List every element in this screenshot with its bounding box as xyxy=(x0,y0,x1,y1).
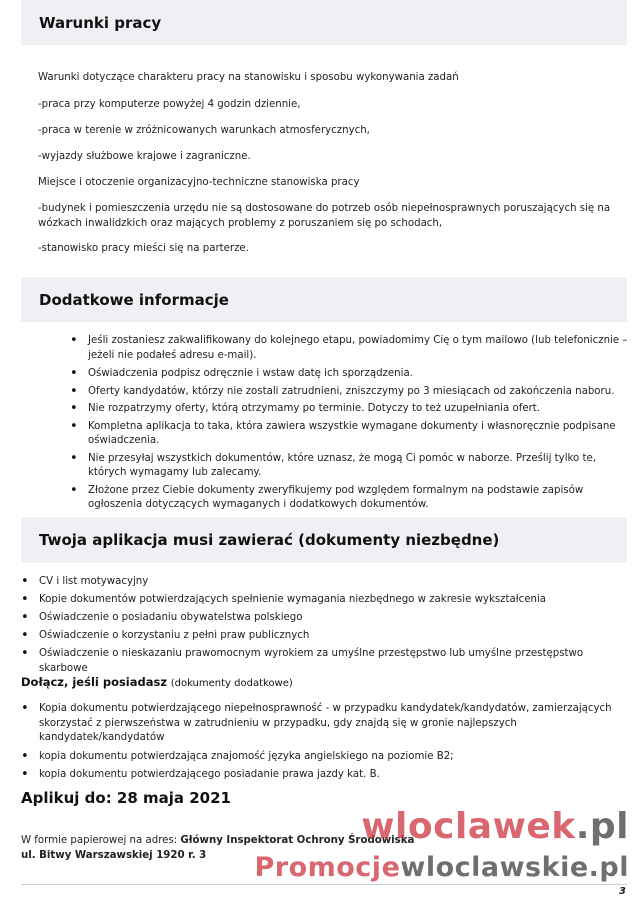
list-item: • Oświadczenie o korzystaniu z pełni praw publicznych xyxy=(21,629,627,644)
list-item: • Kopia dokumentu potwierdzającego niepełnosprawność - w przypadku kandydatek/kandydatów, zamierzających skorzystać z pierwszeństwa w zatrudnieniu w przypadku, gdy znajdą się w gronie najlepszych kandydatek/kandydatów xyxy=(21,702,627,746)
paragraph: -praca przy komputerze powyżej 4 godzin dziennie, xyxy=(38,99,301,110)
section-header-conditions xyxy=(21,0,627,45)
list-item: • CV i list motywacyjny xyxy=(21,575,627,590)
section-title-conditions: Warunki pracy xyxy=(39,13,162,32)
optional-docs-heading xyxy=(21,675,293,689)
address-street: ul. Bitwy Warszawskiej 1920 r. 3 xyxy=(21,850,207,861)
paragraph: Miejsce i otoczenie organizacyjno-techniczne stanowiska pracy xyxy=(38,177,360,188)
watermark-part: wloclawek xyxy=(361,806,576,847)
list-item: • Nie rozpatrzymy oferty, którą otrzymamy po terminie. Dotyczy to też uzupełniania ofert. xyxy=(70,402,628,417)
watermark-part: wloclawskie.pl xyxy=(400,852,629,883)
address-name: Główny Inspektorat Ochrony Środowiska xyxy=(180,835,415,846)
section-title-additional-info: Dodatkowe informacje xyxy=(39,290,229,309)
list-item: • Oferty kandydatów, którzy nie zostali zatrudnieni, zniszczymy po 3 miesiącach od zakończenia naboru. xyxy=(70,385,628,400)
list-item: • Oświadczenie o posiadaniu obywatelstwa polskiego xyxy=(21,611,627,626)
optional-docs-list xyxy=(21,702,627,782)
list-item: • Oświadczenie o nieskazaniu prawomocnym wyrokiem za umyślne przestępstwo lub umyślne przestępstwo skarbowe xyxy=(21,647,627,676)
paragraph: -wyjazdy służbowe krajowe i zagraniczne. xyxy=(38,151,251,162)
list-item: • Jeśli zostaniesz zakwalifikowany do kolejnego etapu, powiadomimy Cię o tym mailowo (lub telefonicznie – jeżeli nie podałeś adresu e-mail). xyxy=(70,334,628,363)
section-header-required-docs xyxy=(21,517,627,563)
additional-info-list xyxy=(70,334,628,513)
watermark-part: Promocje xyxy=(254,852,401,883)
required-docs-list xyxy=(21,575,627,676)
footer-divider xyxy=(21,884,627,885)
section-header-additional-info xyxy=(21,277,627,322)
list-item: • Nie przesyłaj wszystkich dokumentów, które uznasz, że mogą Ci pomóc w naborze. Prześlij tylko te, których wymagamy lub zalecamy. xyxy=(70,452,628,481)
optional-docs-subtitle: (dokumenty dodatkowe) xyxy=(170,678,293,689)
address-prefix: W formie papierowej na adres: xyxy=(21,835,181,846)
list-item: • Złożone przez Ciebie dokumenty zweryfikujemy pod względem formalnym na podstawie zapisów ogłoszenia dotyczących wymaganych i dodatkowych dokumentów. xyxy=(70,484,628,513)
section-title-required-docs: Twoja aplikacja musi zawierać (dokumenty niezbędne) xyxy=(39,531,500,549)
list-item: • Kompletna aplikacja to taka, która zawiera wszystkie wymagane dokumenty i własnoręcznie podpisane oświadczenia. xyxy=(70,420,628,449)
watermark-part: .pl xyxy=(575,806,629,847)
paragraph: -stanowisko pracy mieści się na parterze. xyxy=(38,243,249,254)
paragraph: -praca w terenie w zróżnicowanych warunkach atmosferycznych, xyxy=(38,125,370,136)
paragraph: -budynek i pomieszczenia urzędu nie są dostosowane do potrzeb osób niepełnosprawnych poruszających się na wózkach inwalidzkich oraz mających problemy z poruszaniem się po schodach, xyxy=(38,203,611,229)
list-item: • kopia dokumentu potwierdzającego posiadanie prawa jazdy kat. B. xyxy=(21,768,627,783)
list-item: • kopia dokumentu potwierdzająca znajomość języka angielskiego na poziomie B2; xyxy=(21,750,627,765)
page-number: 3 xyxy=(619,886,626,897)
optional-docs-title: Dołącz, jeśli posiadasz xyxy=(21,675,168,689)
paragraph: Warunki dotyczące charakteru pracy na stanowisku i sposobu wykonywania zadań xyxy=(38,72,459,83)
list-item: • Oświadczenia podpisz odręcznie i wstaw datę ich sporządzenia. xyxy=(70,367,628,382)
apply-deadline: Aplikuj do: 28 maja 2021 xyxy=(21,789,231,807)
list-item: • Kopie dokumentów potwierdzających spełnienie wymagania niezbędnego w zakresie wykształcenia xyxy=(21,593,627,608)
address-block xyxy=(21,833,414,863)
